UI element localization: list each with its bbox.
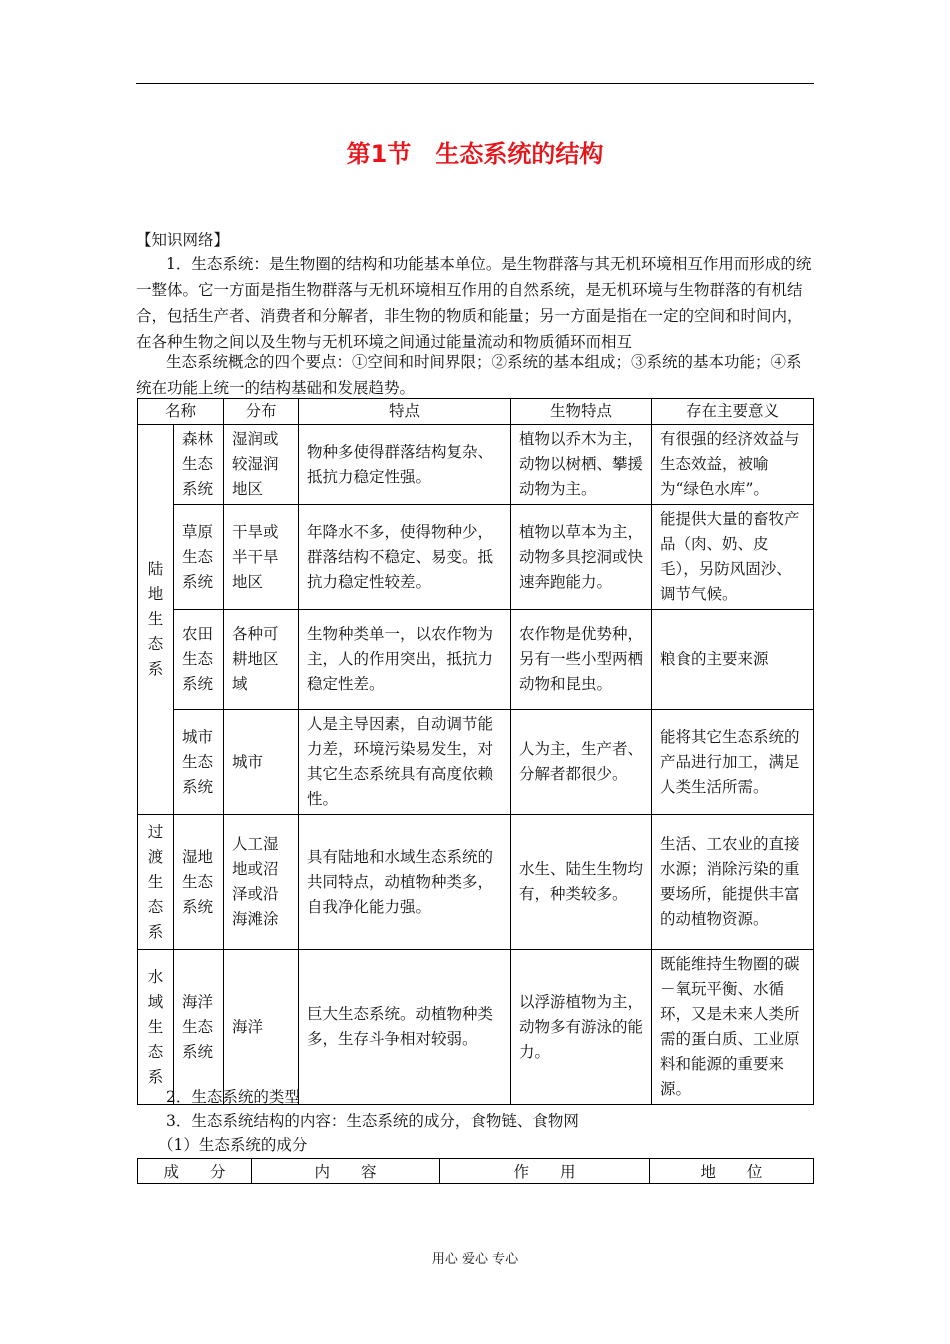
header-distribution: 分布 [224, 399, 299, 425]
header-rule [136, 83, 814, 84]
paragraph-key-points: 生态系统概念的四个要点：①空间和时间界限；②系统的基本组成；③系统的基本功能；④系统在功能上统一的结构基础和发展趋势。 [136, 353, 802, 397]
row-name: 草原生态系统 [174, 505, 224, 610]
section-label: 【知识网络】 [136, 231, 230, 249]
row-significance: 能将其它生态系统的产品进行加工，满足人类生活所需。 [652, 710, 814, 815]
components-header-row [138, 1159, 814, 1184]
table-row [138, 505, 814, 610]
paragraph-definition: 1．生态系统：是生物圈的结构和功能基本单位。是生物群落与其无机环境相互作用而形成的统一整体。它一方面是指生物群落与无机环境相互作用的自然系统，是无机环境与生物群落的有机结合，包括生产者、消费者和分解者，非生物的物质和能量；另一方面是指在一定的空间和时间内，在各种生物之间以及生物与无机环境之间通过能量流动和物质循环而相互 [136, 255, 812, 351]
table-row [138, 815, 814, 950]
comp-header-status: 地 位 [650, 1159, 814, 1184]
row-distribution: 海洋 [224, 950, 299, 1105]
row-distribution: 人工湿地或沼泽或沿海滩涂 [224, 815, 299, 950]
row-significance: 有很强的经济效益与生态效益，被喻为“绿色水库”。 [652, 425, 814, 505]
group-transitional: 过渡生态系 [138, 815, 174, 950]
row-bio-features: 植物以乔木为主，动物以树栖、攀援动物为主。 [511, 425, 652, 505]
header-name: 名称 [138, 399, 224, 425]
row-distribution: 城市 [224, 710, 299, 815]
row-features: 物种多使得群落结构复杂、抵抗力稳定性强。 [299, 425, 511, 505]
header-features: 特点 [299, 399, 511, 425]
row-name: 湿地生态系统 [174, 815, 224, 950]
ecosystem-table [137, 398, 814, 1105]
table-row [138, 610, 814, 710]
row-significance: 生活、工农业的直接水源；消除污染的重要场所，能提供丰富的动植物资源。 [652, 815, 814, 950]
page-footer: 用心 爱心 专心 [431, 1252, 519, 1267]
page-title: 第1节 生态系统的结构 [346, 140, 604, 168]
row-features: 生物种类单一，以农作物为主，人的作用突出，抵抗力稳定性差。 [299, 610, 511, 710]
row-name: 城市生态系统 [174, 710, 224, 815]
row-significance: 既能维持生物圈的碳－氧玩平衡、水循环，又是未来人类所需的蛋白质、工业原料和能源的重要来源。 [652, 950, 814, 1105]
row-name: 海洋生态系统 [174, 950, 224, 1105]
table-row [138, 950, 814, 1105]
line-components: （1）生态系统的成分 [158, 1136, 308, 1154]
row-significance: 能提供大量的畜牧产品（肉、奶、皮毛），另防风固沙、调节气候。 [652, 505, 814, 610]
row-distribution: 干旱或半干旱地区 [224, 505, 299, 610]
table-row [138, 425, 814, 505]
row-distribution: 湿润或较湿润地区 [224, 425, 299, 505]
row-features: 年降水不多，使得物种少，群落结构不稳定、易变。抵抗力稳定性较差。 [299, 505, 511, 610]
row-bio-features: 植物以草本为主，动物多具挖洞或快速奔跑能力。 [511, 505, 652, 610]
line-structure-content: 3．生态系统结构的内容：生态系统的成分，食物链、食物网 [166, 1112, 579, 1130]
header-significance: 存在主要意义 [652, 399, 814, 425]
row-bio-features: 人为主，生产者、分解者都很少。 [511, 710, 652, 815]
comp-header-content: 内 容 [252, 1159, 440, 1184]
row-bio-features: 水生、陆生生物均有，种类较多。 [511, 815, 652, 950]
row-name: 森林生态系统 [174, 425, 224, 505]
row-name: 农田生态系统 [174, 610, 224, 710]
group-water: 水域生态系 [138, 950, 174, 1105]
row-bio-features: 以浮游植物为主，动物多有游泳的能力。 [511, 950, 652, 1105]
group-land: 陆地生态系 [138, 425, 174, 815]
header-bio-features: 生物特点 [511, 399, 652, 425]
row-distribution: 各种可耕地区域 [224, 610, 299, 710]
row-features: 巨大生态系统。动植物种类多，生存斗争相对较弱。 [299, 950, 511, 1105]
row-significance: 粮食的主要来源 [652, 610, 814, 710]
row-bio-features: 农作物是优势种，另有一些小型两栖动物和昆虫。 [511, 610, 652, 710]
comp-header-role: 作 用 [440, 1159, 650, 1184]
table-header-row [138, 399, 814, 425]
row-features: 具有陆地和水域生态系统的共同特点，动植物种类多，自我净化能力强。 [299, 815, 511, 950]
row-features: 人是主导因素，自动调节能力差，环境污染易发生，对其它生态系统具有高度依赖性。 [299, 710, 511, 815]
comp-header-component: 成 分 [138, 1159, 252, 1184]
table-row [138, 710, 814, 815]
line-ecosystem-types: 2．生态系统的类型 [166, 1088, 300, 1106]
components-table [137, 1158, 814, 1184]
